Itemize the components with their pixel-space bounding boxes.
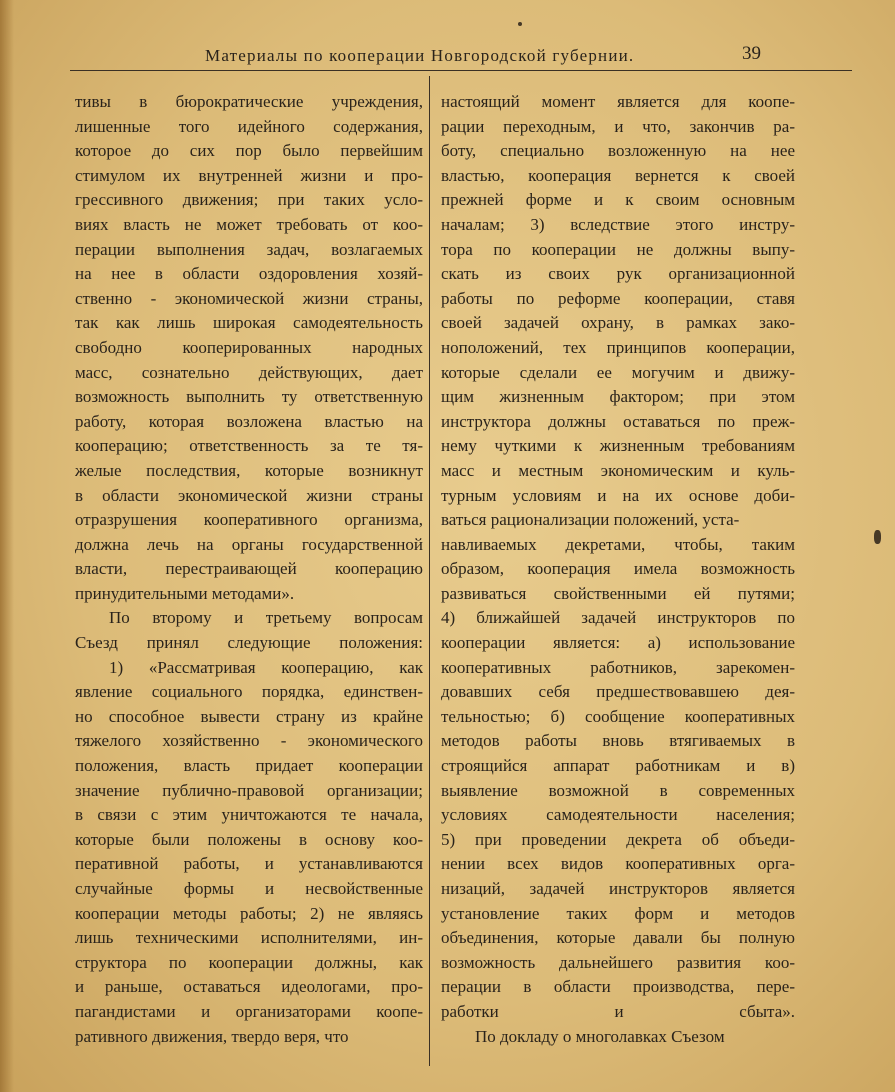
text-line: работки и сбыта». bbox=[441, 1001, 795, 1021]
ink-speck bbox=[518, 22, 522, 26]
text-line: Съезд принял следующие положения: bbox=[75, 633, 423, 653]
text-line: перации в области производства, пере- bbox=[441, 977, 795, 997]
text-line: ративного движения, твердо веря, что bbox=[75, 1026, 349, 1046]
text-line: ственно - экономической жизни страны, bbox=[75, 288, 423, 308]
text-line: строящийся аппарат работникам и в) bbox=[441, 756, 795, 776]
text-line: кооперации методы работы; 2) не являясь bbox=[75, 903, 423, 923]
header-rule bbox=[70, 70, 852, 71]
text-line: низаций, задачей инструкторов является bbox=[441, 879, 795, 898]
text-line: образом, кооперация имела возможность bbox=[441, 559, 795, 579]
text-line: масс и местным экономическим и куль- bbox=[441, 460, 795, 480]
text-line: навливаемых декретами, чтобы, таким bbox=[441, 534, 795, 554]
text-line: свободно кооперированных народных bbox=[75, 337, 423, 357]
text-line: По второму и третьему вопросам bbox=[109, 608, 423, 628]
text-line: властью, кооперация вернется к своей bbox=[441, 165, 795, 185]
right-column bbox=[441, 90, 795, 1049]
text-line: стимулом их внутренней жизни и про- bbox=[75, 165, 423, 185]
text-line: рации переходным, и что, закончив ра- bbox=[441, 116, 795, 136]
text-line: перативной работы, и устанавливаются bbox=[75, 854, 423, 874]
text-line: виях власть не может требовать от коо- bbox=[75, 214, 423, 234]
text-line: структора по кооперации должны, как bbox=[75, 952, 423, 972]
text-line: нении всех видов кооперативных орга- bbox=[441, 854, 795, 874]
text-line: лишь техническими исполнителями, ин- bbox=[75, 928, 423, 948]
text-line: грессивного движения; при таких усло- bbox=[75, 190, 423, 210]
text-line: явление социального порядка, единствен- bbox=[75, 682, 423, 702]
text-line: тора по кооперации не должны выпу- bbox=[441, 239, 795, 259]
text-line: щим жизненным фактором; при этом bbox=[441, 387, 795, 407]
text-line: в связи с этим уничтожаются те начала, bbox=[75, 805, 423, 825]
text-line: отразрушения кооперативного организма, bbox=[75, 510, 423, 530]
text-line: кооперацию; ответственность за те тя- bbox=[75, 436, 423, 456]
text-line: на нее в области оздоровления хозяй- bbox=[75, 264, 423, 284]
text-line: так как лишь широкая самодеятельность bbox=[75, 313, 423, 333]
text-line: власти, перестраивающей кооперацию bbox=[75, 559, 423, 579]
text-line: значение публично-правовой организации; bbox=[75, 780, 423, 800]
text-line: выявление возможной в современных bbox=[441, 780, 795, 800]
text-line: которое до сих пор было первейшим bbox=[75, 141, 423, 161]
text-line: скать из своих рук организационной bbox=[441, 264, 795, 284]
text-line: кооперации является: а) использование bbox=[441, 633, 795, 653]
text-line: нему чуткими к жизненным требованиям bbox=[441, 436, 795, 456]
text-line: случайные формы и несвойственные bbox=[75, 879, 423, 898]
text-line: принудительными методами». bbox=[75, 583, 295, 603]
text-line: лишенные того идейного содержания, bbox=[75, 116, 423, 136]
text-line: возможность дальнейшего развития коо- bbox=[441, 952, 795, 972]
text-line: прежней форме и к своим основным bbox=[441, 190, 795, 210]
text-line: ноположений, тех принципов кооперации, bbox=[441, 337, 795, 357]
text-line: 5) при проведении декрета об объеди- bbox=[441, 829, 795, 849]
text-line: и раньше, оставаться идеологами, про- bbox=[75, 977, 423, 997]
text-line: 4) ближайшей задачей инструкторов по bbox=[441, 608, 795, 628]
text-line: положения, власть придает кооперации bbox=[75, 756, 423, 776]
column-divider bbox=[429, 76, 430, 1066]
text-line: работу, которая возложена властью на bbox=[75, 411, 423, 431]
text-line: началам; 3) вследствие этого инстру- bbox=[441, 214, 795, 234]
text-line: тельностью; б) сообщение кооперативных bbox=[441, 706, 795, 726]
text-line: возможность выполнить ту ответственную bbox=[75, 387, 423, 407]
text-line: турным условиям и на их основе доби- bbox=[441, 485, 795, 505]
text-line: установление таких форм и методов bbox=[441, 903, 795, 923]
text-line: боту, специально возложенную на нее bbox=[441, 141, 795, 161]
text-line: своей задачей охрану, в рамках зако- bbox=[441, 313, 795, 333]
text-line: 1) «Рассматривая кооперацию, как bbox=[109, 657, 423, 677]
text-line: желые последствия, которые возникнут bbox=[75, 460, 423, 480]
text-line: масс, сознательно действующих, дает bbox=[75, 362, 423, 382]
left-column bbox=[75, 90, 423, 1049]
text-line: перации выполнения задач, возлагаемых bbox=[75, 239, 423, 259]
text-line: но способное вывести страну из крайне bbox=[75, 706, 423, 726]
text-line: тяжелого хозяйственно - экономического bbox=[75, 731, 423, 751]
text-line: методов работы вновь втягиваемых в bbox=[441, 731, 795, 751]
text-line: довавших себя предшествовавшею дея- bbox=[441, 682, 795, 702]
text-line: пагандистами и организаторами коопе- bbox=[75, 1001, 423, 1021]
text-line: инструктора должны оставаться по преж- bbox=[441, 411, 795, 431]
text-line: объединения, которые давали бы полную bbox=[441, 928, 795, 948]
text-line: развиваться свойственными ей путями; bbox=[441, 583, 795, 603]
text-line: условиях самодеятельности населения; bbox=[441, 805, 795, 825]
text-line: По докладу о многолавках Съезом bbox=[475, 1026, 725, 1046]
running-title: Материалы по кооперации Новгородской губернии. bbox=[205, 46, 635, 65]
text-line: которые сделали ее могучим и движу- bbox=[441, 362, 795, 382]
ink-speck bbox=[874, 530, 881, 544]
text-line: которые были положены в основу коо- bbox=[75, 829, 423, 849]
text-line: в области экономической жизни страны bbox=[75, 485, 423, 505]
text-line: кооперативных работников, зарекомен- bbox=[441, 657, 795, 677]
page-edge-shadow bbox=[0, 0, 14, 1092]
text-line: ваться рационализации положений, уста- bbox=[441, 510, 740, 530]
text-line: работы по реформе кооперации, ставя bbox=[441, 288, 795, 308]
text-line: настоящий момент является для коопе- bbox=[441, 92, 795, 111]
page-number: 39 bbox=[742, 43, 761, 64]
page-header bbox=[70, 38, 850, 70]
text-line: тивы в бюрократические учреждения, bbox=[75, 92, 423, 111]
text-line: должна лечь на органы государственной bbox=[75, 534, 423, 554]
